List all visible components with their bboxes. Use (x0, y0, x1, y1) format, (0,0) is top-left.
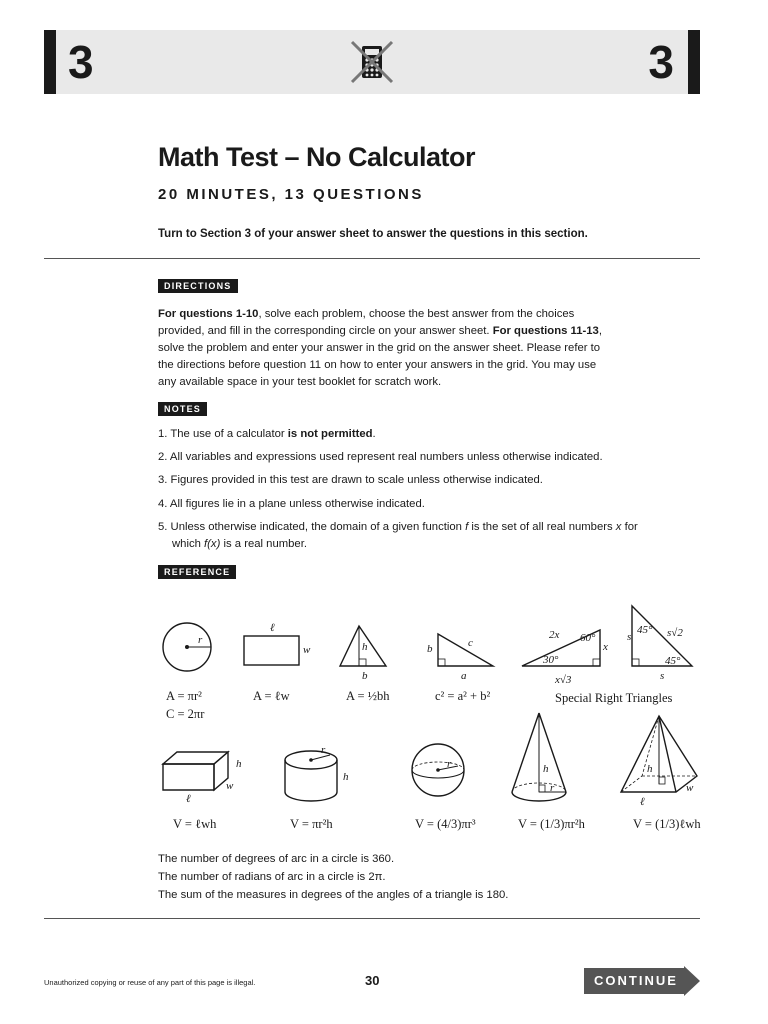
formula-cylinder-volume: V = πr²h (290, 817, 333, 831)
formula-rectangle-area: A = ℓw (253, 689, 290, 703)
sphere-figure (412, 744, 464, 796)
fact-line: The sum of the measures in degrees of the angles of a triangle is 180. (158, 889, 509, 901)
divider-bottom (44, 918, 700, 919)
section-number-left: 3 (68, 36, 94, 88)
continue-button[interactable] (584, 966, 700, 996)
intro-text: Turn to Section 3 of your answer sheet to answer the questions in this section. (158, 228, 588, 240)
circle-figure (163, 623, 211, 671)
formula-circle-circumference: C = 2πr (166, 707, 205, 721)
triangle-45-45-90-figure (627, 606, 692, 682)
label-a: a (461, 670, 467, 682)
right-triangle-figure (427, 634, 493, 682)
directions-line: the directions before question 11 on how to enter your answers in the grid. You may use (158, 359, 597, 371)
label-w: w (686, 782, 694, 794)
label-b: b (427, 643, 433, 655)
label-s: s (627, 631, 632, 643)
reference-tag: REFERENCE (158, 565, 236, 579)
pyramid-figure (621, 716, 697, 808)
note-item: 3. Figures provided in this test are drawn to scale unless otherwise indicated. (158, 474, 543, 486)
special-right-triangles-label: Special Right Triangles (555, 691, 673, 705)
section-number-right: 3 (648, 36, 674, 88)
formula-pythagorean: c² = a² + b² (435, 689, 491, 703)
label-l: ℓ (270, 622, 275, 634)
formula-sphere-volume: V = (4/3)πr³ (415, 817, 476, 831)
directions-line: For questions 1-10, solve each problem, choose the best answer from the choices (158, 308, 575, 320)
label-w: w (226, 780, 234, 792)
page-number: 30 (365, 973, 380, 988)
label-30: 30° (543, 654, 559, 666)
directions-line: provided, and fill in the corresponding circle on your answer sheet. For questions 11-13, (158, 325, 602, 337)
fact-line: The number of radians of arc in a circle is 2π. (158, 871, 386, 883)
triangle-30-60-90-figure (522, 629, 608, 686)
label-w: w (303, 644, 311, 656)
label-r: r (198, 634, 203, 646)
triangle-height-figure (340, 626, 386, 682)
label-45-bottom: 45° (665, 655, 681, 667)
label-l: ℓ (186, 793, 191, 805)
copyright-notice: Unauthorized copying or reuse of any part of this page is illegal. (44, 978, 256, 987)
formula-pyramid-volume: V = (1/3)ℓwh (633, 817, 701, 831)
label-s: s (660, 670, 665, 682)
cone-figure (512, 713, 566, 801)
label-h: h (343, 771, 349, 783)
label-h: h (362, 641, 368, 653)
note-item: 1. The use of a calculator is not permitted. (158, 428, 376, 440)
formula-cone-volume: V = (1/3)πr²h (518, 817, 585, 831)
label-h: h (236, 758, 242, 770)
page-title: Math Test – No Calculator (158, 142, 476, 172)
box-figure (163, 752, 242, 805)
label-r: r (550, 782, 555, 794)
note-item: 5. Unless otherwise indicated, the domain of a given function f is the set of all real numbers x for (158, 521, 638, 533)
label-x: x (603, 641, 608, 653)
label-h: h (543, 763, 549, 775)
label-s-root2: s√2 (667, 627, 683, 639)
rectangle-figure (244, 622, 311, 665)
label-b: b (362, 670, 368, 682)
note-item: 2. All variables and expressions used represent real numbers unless otherwise indicated. (158, 451, 603, 463)
label-x-root3: x√3 (555, 674, 572, 686)
label-60: 60° (580, 632, 596, 644)
fact-line: The number of degrees of arc in a circle is 360. (158, 853, 395, 865)
directions-tag: DIRECTIONS (158, 279, 238, 293)
reference-facts (158, 850, 508, 904)
label-45-top: 45° (637, 624, 653, 636)
label-2x: 2x (549, 629, 560, 641)
label-l: ℓ (640, 796, 645, 808)
note-item: 4. All figures lie in a plane unless otherwise indicated. (158, 498, 425, 510)
label-r: r (447, 758, 452, 770)
notes-tag: NOTES (158, 402, 207, 416)
formula-triangle-area: A = ½bh (346, 689, 390, 703)
label-r: r (321, 744, 326, 756)
formula-box-volume: V = ℓwh (173, 817, 217, 831)
cylinder-figure (285, 744, 349, 801)
directions-line: solve the problem and enter your answer in the grid on the answer sheet. Please refer to (158, 342, 601, 354)
label-c: c (468, 637, 473, 649)
note-item-continued: which f(x) is a real number. (172, 538, 307, 550)
directions-line: any available space in your test booklet for scratch work. (158, 376, 442, 388)
formula-circle-area: A = πr² (166, 689, 202, 703)
continue-label: CONTINUE (594, 973, 678, 988)
page-subtitle: 20 MINUTES, 13 QUESTIONS (158, 186, 424, 203)
label-h: h (647, 763, 653, 775)
